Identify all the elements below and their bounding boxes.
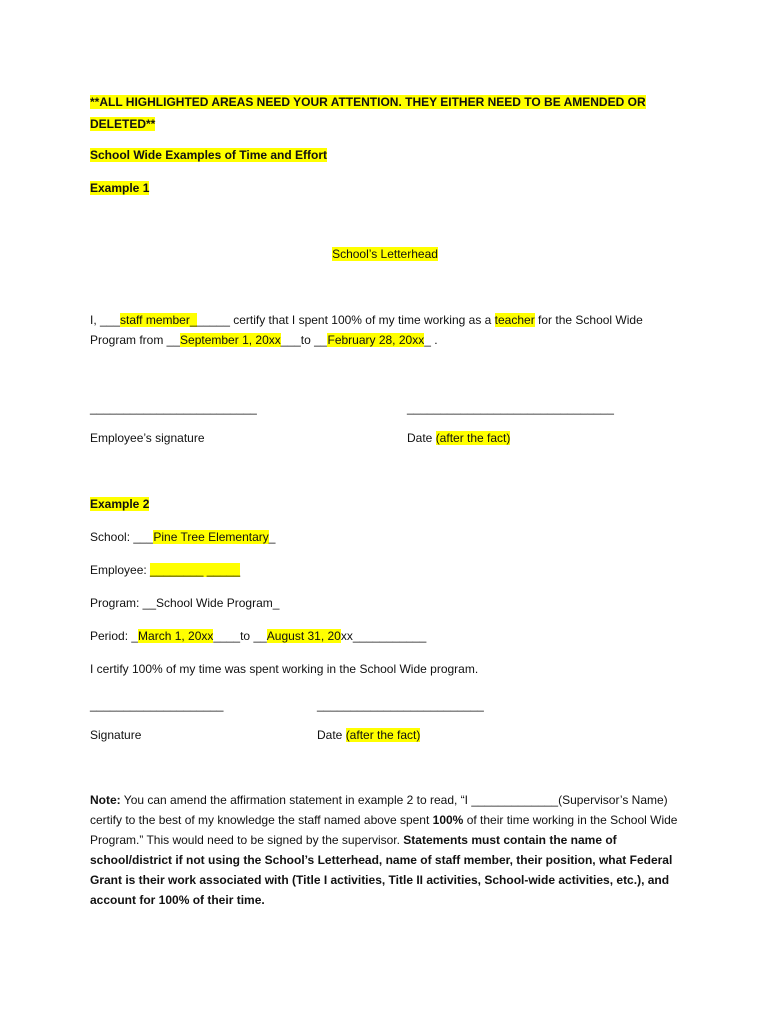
signature-label: Signature	[90, 728, 142, 742]
certification-line-1: I, ___staff member______ certify that I spent 100% of my time working as a teacher for the School Wide	[90, 313, 643, 327]
note-paragraph: Note: You can amend the affirmation statement in example 2 to read, “I _____________(Supervisor’s Name) certify to the best of my knowledge the staff named above spent 100% of their time working in the School Wide Program.” This would need to be signed by the supervisor. Statements must contain the name of school/district if not using the School’s Letterhead, name of staff member, their position, what Federal Grant is their work associated with (Title I activities, Title II activities, School-wide activities, etc.), and account for 100% of their time.	[90, 793, 678, 907]
signature-line: ____________________	[90, 698, 224, 712]
employee-signature-label: Employee’s signature	[90, 431, 205, 445]
staff-member-field: staff member_	[120, 313, 197, 327]
date-label-2: Date (after the fact)	[317, 728, 421, 742]
warning-line-2: DELETED**	[90, 117, 156, 131]
example-1-label: Example 1	[90, 181, 150, 195]
school-line: School: ___Pine Tree Elementary_	[90, 530, 276, 544]
period-line: Period: _March 1, 20xx____to __August 31, 20xx___________	[90, 629, 427, 643]
program-field: School Wide Program_	[156, 596, 280, 610]
period-end-field: August 31, 20	[266, 629, 341, 643]
section-title: School Wide Examples of Time and Effort	[90, 148, 328, 162]
program-line: Program: __School Wide Program_	[90, 596, 280, 610]
employee-line: Employee: ________ _____	[90, 563, 241, 577]
certify-statement: I certify 100% of my time was spent working in the School Wide program.	[90, 662, 479, 676]
certification-line-2: Program from __September 1, 20xx___to __February 28, 20xx_ .	[90, 333, 438, 347]
date-label-1: Date (after the fact)	[407, 431, 511, 445]
role-field: teacher	[494, 313, 535, 327]
note-label: Note:	[90, 793, 121, 807]
start-date-field: September 1, 20xx	[180, 333, 281, 347]
date-signature-line: _______________________________	[407, 401, 614, 415]
employee-field: ________ _____	[150, 563, 241, 577]
period-start-field: March 1, 20xx	[138, 629, 214, 643]
example-2-label: Example 2	[90, 497, 150, 511]
date-signature-line-2: _________________________	[317, 698, 484, 712]
employee-signature-line: _________________________	[90, 401, 257, 415]
school-field: Pine Tree Elementary	[153, 530, 269, 544]
letterhead-placeholder: School’s Letterhead	[332, 247, 438, 261]
warning-line-1: **ALL HIGHLIGHTED AREAS NEED YOUR ATTENTION. THEY EITHER NEED TO BE AMENDED OR	[90, 95, 646, 109]
end-date-field: February 28, 20xx	[327, 333, 425, 347]
